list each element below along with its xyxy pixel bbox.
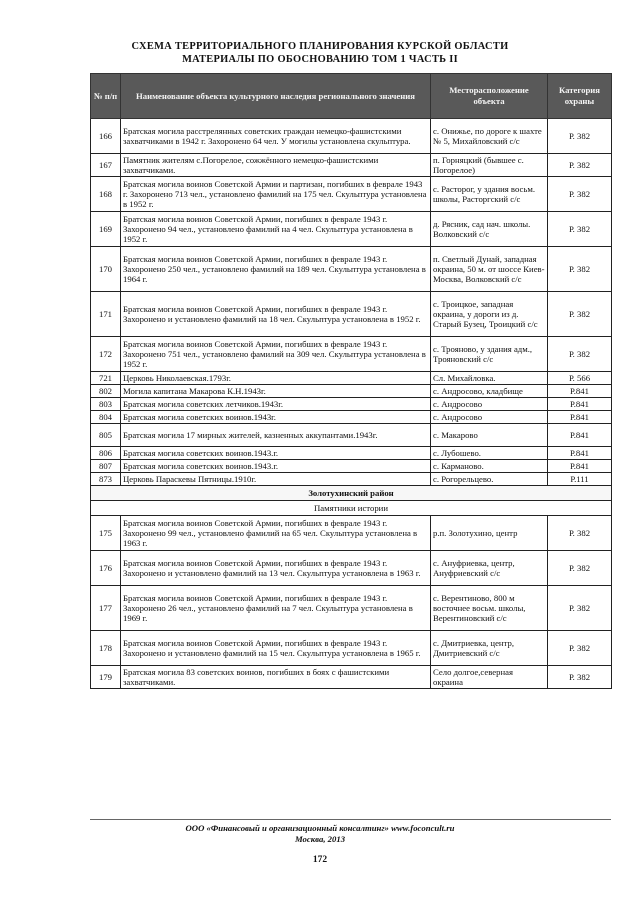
table-row <box>91 177 612 212</box>
page-title <box>0 40 640 66</box>
row-object-name: Братская могила воинов Советской Армии, погибших в феврале 1943 г. Захоронено и установлено фамилий на 13 чел. Скульптура установлена в 1963 г. <box>121 551 431 586</box>
row-location: с. Рогорельцево. <box>431 473 548 486</box>
header-location: Месторасположение объекта <box>431 74 548 119</box>
row-number: 721 <box>91 372 121 385</box>
row-object-name: Братская могила воинов Советской Армии, погибших в феврале 1943 г. Захоронено 26 чел., установлено фамилий на 7 чел. Скульптура установлена в 1969 г. <box>121 586 431 631</box>
table-row <box>91 516 612 551</box>
row-number: 177 <box>91 586 121 631</box>
row-object-name: Церковь Параскевы Пятницы.1910г. <box>121 473 431 486</box>
table-row <box>91 372 612 385</box>
row-number: 178 <box>91 631 121 666</box>
table-header-row <box>91 74 612 119</box>
row-object-name: Братская могила воинов Советской Армии, погибших в феврале 1943 г. Захоронено 751 чел., установлено фамилий на 309 чел. Скульптура установлена в 1952 г. <box>121 337 431 372</box>
section-row <box>91 501 612 516</box>
row-category: Р.841 <box>548 411 612 424</box>
row-location: д. Рясник, сад нач. школы. Волковский с/с <box>431 212 548 247</box>
row-category: Р.841 <box>548 447 612 460</box>
row-number: 167 <box>91 154 121 177</box>
table-row <box>91 586 612 631</box>
row-number: 169 <box>91 212 121 247</box>
row-location: Село долгое,северная окраина <box>431 666 548 689</box>
row-location: с. Трояново, у здания адм., Трояновский с/с <box>431 337 548 372</box>
table-row <box>91 337 612 372</box>
table-body-part-1 <box>91 119 612 486</box>
row-location: с. Расторог, у здания восьм. школы, Расторгский с/с <box>431 177 548 212</box>
table-row <box>91 424 612 447</box>
row-number: 175 <box>91 516 121 551</box>
row-object-name: Братская могила 17 мирных жителей, казненных аккупантами.1943г. <box>121 424 431 447</box>
row-number: 806 <box>91 447 121 460</box>
row-number: 802 <box>91 385 121 398</box>
row-number: 805 <box>91 424 121 447</box>
table-row <box>91 460 612 473</box>
row-object-name: Братская могила советских воинов.1943г. <box>121 411 431 424</box>
row-location: с. Дмитриевка, центр, Дмитриевский с/с <box>431 631 548 666</box>
row-location: Сл. Михайловка. <box>431 372 548 385</box>
row-object-name: Церковь Николаевская.1793г. <box>121 372 431 385</box>
row-object-name: Братская могила воинов Советской Армии, погибших в феврале 1943 г. Захоронено 99 чел., установлено фамилий на 65 чел. Скульптура установлена в 1963 г. <box>121 516 431 551</box>
row-number: 166 <box>91 119 121 154</box>
row-location: с. Верентиново, 800 м восточнее восьм. школы, Верентиновский с/с <box>431 586 548 631</box>
row-category: Р. 382 <box>548 177 612 212</box>
row-category: Р.841 <box>548 460 612 473</box>
section-name: Памятники истории <box>91 501 612 516</box>
row-location: с. Троицкое, западная окраина, у дороги из д. Старый Бузец, Троицкий с/с <box>431 292 548 337</box>
table-row <box>91 119 612 154</box>
footer-company: ООО «Финансовый и организационный консалтинг» www.foconcult.ru <box>185 823 455 833</box>
row-category: Р. 382 <box>548 516 612 551</box>
row-object-name: Братская могила воинов Советской Армии, погибших в феврале 1943 г. Захоронено 94 чел., установлено фамилий на 4 чел. Скульптура установлена в 1952 г. <box>121 212 431 247</box>
table-row <box>91 631 612 666</box>
row-location: с. Онижье, по дороге к шахте № 5, Михайловский с/с <box>431 119 548 154</box>
district-name: Золотухинский район <box>91 486 612 501</box>
row-category: Р. 382 <box>548 247 612 292</box>
row-number: 873 <box>91 473 121 486</box>
row-location: п. Светлый Дунай, западная окраина, 50 м. от шоссе Киев-Москва, Волковский с/с <box>431 247 548 292</box>
row-location: с. Карманово. <box>431 460 548 473</box>
row-number: 804 <box>91 411 121 424</box>
table-row <box>91 292 612 337</box>
row-location: п. Горняцкий (бывшее с. Погорелое) <box>431 154 548 177</box>
row-location: с. Андросово <box>431 398 548 411</box>
row-number: 171 <box>91 292 121 337</box>
row-object-name: Братская могила советских летчиков.1943г. <box>121 398 431 411</box>
header-num: № п/п <box>91 74 121 119</box>
row-category: Р. 382 <box>548 666 612 689</box>
table-row <box>91 385 612 398</box>
row-number: 170 <box>91 247 121 292</box>
row-category: Р. 382 <box>548 586 612 631</box>
footer <box>0 823 640 845</box>
row-object-name: Братская могила советских воинов.1943.г. <box>121 460 431 473</box>
row-location: с. Андросово, кладбище <box>431 385 548 398</box>
row-category: Р.841 <box>548 385 612 398</box>
title-line-2: МАТЕРИАЛЫ ПО ОБОСНОВАНИЮ ТОМ 1 ЧАСТЬ II <box>182 54 458 65</box>
row-object-name: Могила капитана Макарова К.Н.1943г. <box>121 385 431 398</box>
row-category: Р. 382 <box>548 631 612 666</box>
district-block <box>91 486 612 516</box>
heritage-table <box>90 73 612 689</box>
district-row <box>91 486 612 501</box>
row-category: Р.111 <box>548 473 612 486</box>
table-body-part-2 <box>91 516 612 689</box>
row-location: р.п. Золотухино, центр <box>431 516 548 551</box>
row-object-name: Братская могила воинов Советской Армии, погибших в феврале 1943 г. Захоронено и установлено фамилий на 15 чел. Скульптура установлена в 1965 г. <box>121 631 431 666</box>
row-location: с. Ануфриевка, центр, Ануфриевский с/с <box>431 551 548 586</box>
row-category: Р. 382 <box>548 119 612 154</box>
page-number: 172 <box>312 855 328 865</box>
row-number: 179 <box>91 666 121 689</box>
row-category: Р. 382 <box>548 154 612 177</box>
table-row <box>91 411 612 424</box>
table-row <box>91 154 612 177</box>
row-category: Р. 382 <box>548 212 612 247</box>
table-row <box>91 666 612 689</box>
row-object-name: Братская могила 83 советских воинов, погибших в боях с фашистскими захватчиками. <box>121 666 431 689</box>
header-category: Категория охраны <box>548 74 612 119</box>
header-name: Наименование объекта культурного наследия регионального значения <box>121 74 431 119</box>
table-row <box>91 247 612 292</box>
row-number: 803 <box>91 398 121 411</box>
table-row <box>91 473 612 486</box>
row-object-name: Братская могила расстрелянных советских граждан немецко-фашистскими захватчиками в 1942 г. Захоронено 64 чел. У могилы установлена скульптура. <box>121 119 431 154</box>
row-object-name: Братская могила воинов Советской Армии и партизан, погибших в феврале 1943 г. Захоронено 713 чел., установлено фамилий на 175 чел. Скульптура установлена в 1952 г. <box>121 177 431 212</box>
row-number: 807 <box>91 460 121 473</box>
row-object-name: Братская могила воинов Советской Армии, погибших в феврале 1943 г. Захоронено и установлено фамилий на 18 чел. Скульптура установлена в 1952 г. <box>121 292 431 337</box>
row-number: 168 <box>91 177 121 212</box>
row-location: с. Макарово <box>431 424 548 447</box>
row-category: Р. 566 <box>548 372 612 385</box>
table-row <box>91 551 612 586</box>
footer-divider <box>90 819 611 820</box>
row-category: Р. 382 <box>548 551 612 586</box>
title-line-1: СХЕМА ТЕРРИТОРИАЛЬНОГО ПЛАНИРОВАНИЯ КУРСКОЙ ОБЛАСТИ <box>131 41 509 52</box>
row-object-name: Памятник жителям с.Погорелое, сожжённого немецко-фашистскими захватчиками. <box>121 154 431 177</box>
row-category: Р. 382 <box>548 337 612 372</box>
footer-city-year: Москва, 2013 <box>294 834 346 844</box>
row-object-name: Братская могила воинов Советской Армии, погибших в феврале 1943 г. Захоронено 250 чел., установлено фамилий на 189 чел. Скульптура установлена в 1964 г. <box>121 247 431 292</box>
table-row <box>91 447 612 460</box>
row-location: с. Лубошево. <box>431 447 548 460</box>
table-row <box>91 212 612 247</box>
table-row <box>91 398 612 411</box>
row-category: Р.841 <box>548 424 612 447</box>
row-category: Р. 382 <box>548 292 612 337</box>
row-location: с. Андросово <box>431 411 548 424</box>
row-number: 176 <box>91 551 121 586</box>
row-object-name: Братская могила советских воинов.1943.г. <box>121 447 431 460</box>
row-number: 172 <box>91 337 121 372</box>
row-category: Р.841 <box>548 398 612 411</box>
